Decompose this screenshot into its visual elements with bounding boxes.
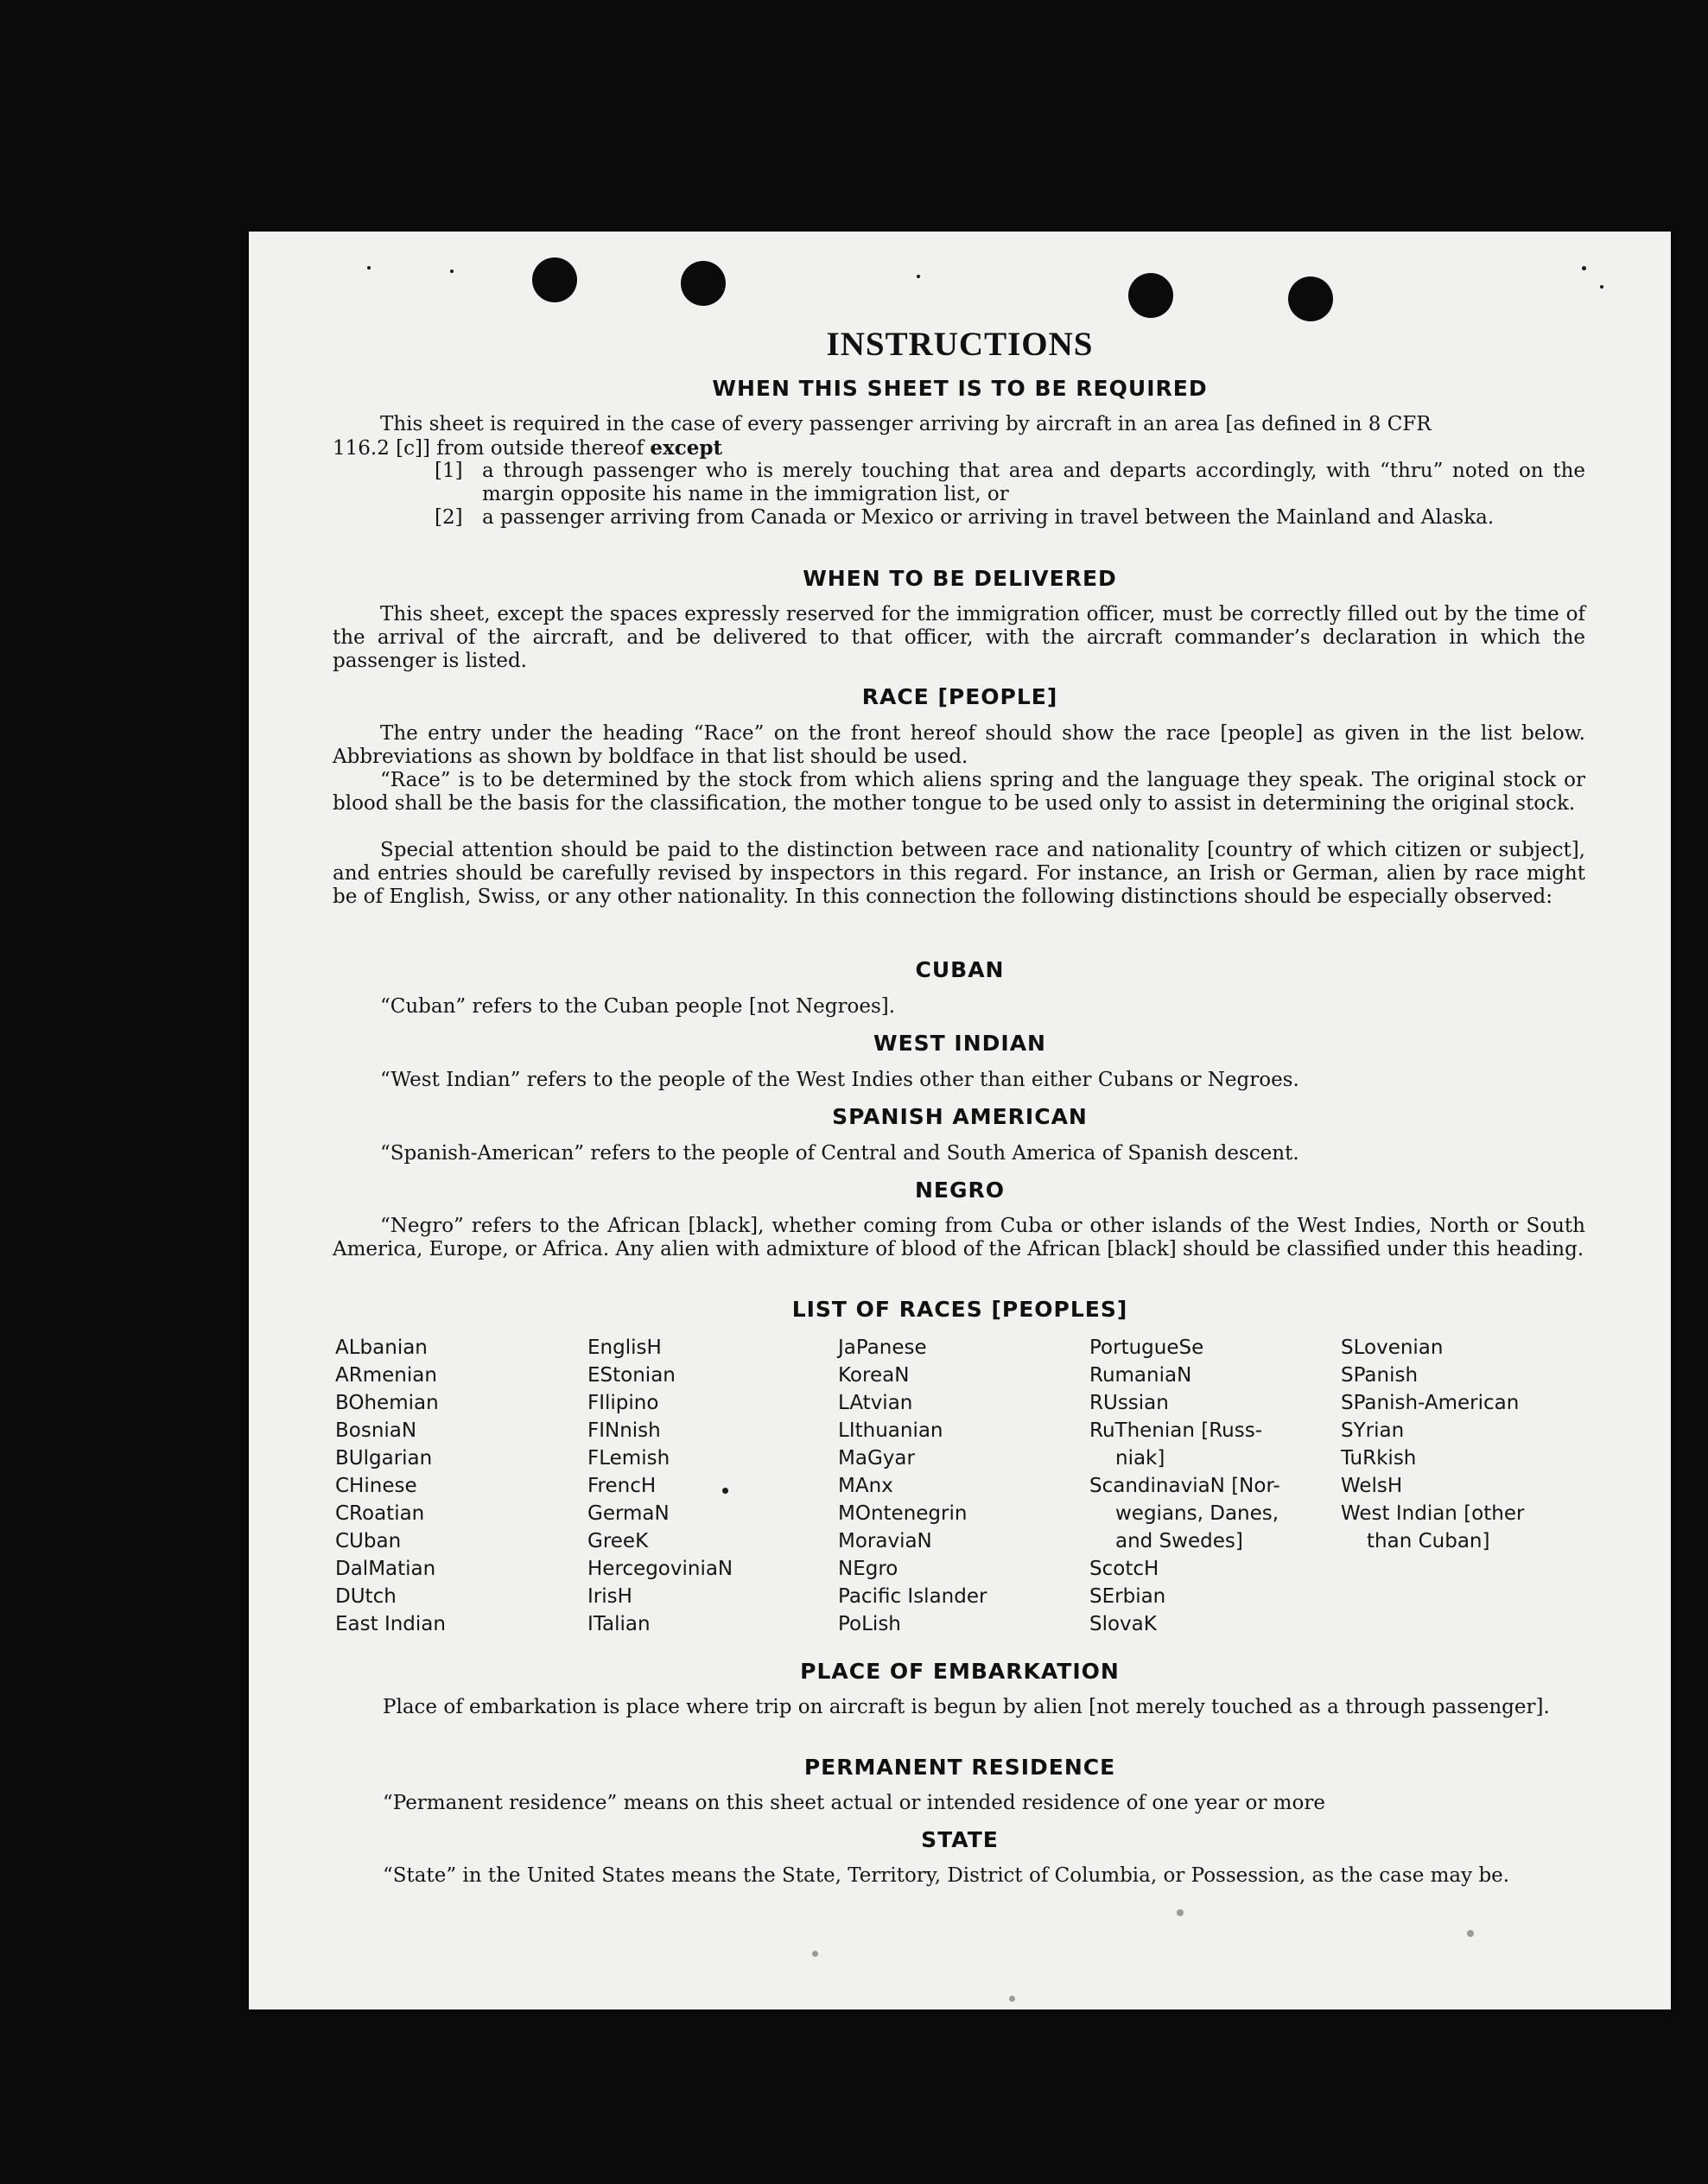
heading-negro: NEGRO bbox=[914, 1178, 1006, 1203]
race-list-item: PoLish bbox=[838, 1613, 901, 1635]
race-list-item: WelsH bbox=[1341, 1475, 1403, 1497]
race-list-item: DalMatian bbox=[335, 1558, 436, 1580]
ink-speck bbox=[1600, 285, 1603, 289]
race-paragraph-2: “Race” is to be determined by the stock from which aliens spring and the language they speak. The original stock or blood shall be the basis for the classification, the mother tongue to be used only to assist in determining the original stock. bbox=[333, 769, 1585, 815]
exception-1 bbox=[436, 460, 1585, 506]
race-list-item: JaPanese bbox=[838, 1336, 927, 1359]
punch-hole bbox=[1128, 273, 1173, 318]
when-delivered-text: This sheet, except the spaces expressly reserved for the immigration officer, must be correctly filled out by the time of the arrival of the aircraft, and be delivered to that officer, with the aircraft commander’s declaration in which the passenger is listed. bbox=[333, 603, 1585, 672]
race-list-item: MaGyar bbox=[838, 1447, 915, 1470]
heading-when-delivered: WHEN TO BE DELIVERED bbox=[803, 566, 1117, 591]
punch-hole bbox=[681, 261, 726, 306]
race-list-item: SErbian bbox=[1089, 1585, 1166, 1608]
ink-speck bbox=[450, 270, 454, 273]
ink-speck bbox=[1467, 1930, 1474, 1937]
race-list-item: LIthuanian bbox=[838, 1419, 943, 1442]
ink-speck bbox=[917, 275, 920, 278]
race-list-item: LAtvian bbox=[838, 1392, 913, 1414]
race-list-item: East Indian bbox=[335, 1613, 446, 1635]
race-paragraph-1: The entry under the heading “Race” on the front hereof should show the race [people] as given in the list below. Abbreviations as shown by boldface in that list should be used. bbox=[333, 722, 1585, 768]
race-list-item: FIlipino bbox=[587, 1392, 659, 1414]
race-list-item: IrisH bbox=[587, 1585, 632, 1608]
heading-spanish-american: SPANISH AMERICAN bbox=[832, 1104, 1088, 1129]
race-list-item: FLemish bbox=[587, 1447, 670, 1470]
west-indian-text: “West Indian” refers to the people of the West Indies other than either Cubans or Negroes. bbox=[380, 1069, 1299, 1091]
race-list-item: RuThenian [Russ- bbox=[1089, 1419, 1263, 1442]
race-list-item: niak] bbox=[1115, 1447, 1165, 1470]
race-list-item: NEgro bbox=[838, 1558, 898, 1580]
exception-2-text: a passenger arriving from Canada or Mexico or arriving in travel between the Mainland and Alaska. bbox=[482, 506, 1495, 529]
permanent-residence-text: “Permanent residence” means on this sheet actual or intended residence of one year or more bbox=[383, 1792, 1325, 1814]
race-list-item: FrencH bbox=[587, 1475, 657, 1497]
race-column-2 bbox=[587, 1334, 733, 1638]
race-list-item: than Cuban] bbox=[1367, 1530, 1490, 1552]
instruction-sheet bbox=[249, 232, 1671, 2009]
exception-1-text: a through passenger who is merely touching that area and departs accordingly, with “thru” noted on the margin opposite his name in the immigration list, or bbox=[482, 460, 1585, 505]
page-title: INSTRUCTIONS bbox=[826, 326, 1094, 363]
race-list-item: MoraviaN bbox=[838, 1530, 932, 1552]
ink-speck bbox=[1582, 266, 1586, 270]
when-required-line2-text: 116.2 [c]] from outside thereof bbox=[333, 437, 644, 460]
race-list-item: TuRkish bbox=[1341, 1447, 1417, 1470]
cuban-text: “Cuban” refers to the Cuban people [not Negroes]. bbox=[380, 995, 896, 1018]
punch-hole bbox=[1288, 276, 1333, 321]
race-list-item: GreeK bbox=[587, 1530, 649, 1552]
race-list-item: GermaN bbox=[587, 1502, 670, 1525]
heading-embarkation: PLACE OF EMBARKATION bbox=[800, 1659, 1120, 1684]
ink-speck bbox=[1177, 1909, 1184, 1916]
when-required-line1: This sheet is required in the case of every passenger arriving by aircraft in an area [as defined in 8 CFR bbox=[380, 413, 1432, 435]
heading-cuban: CUBAN bbox=[915, 957, 1005, 982]
race-list-item: DUtch bbox=[335, 1585, 397, 1608]
ink-speck bbox=[812, 1951, 818, 1957]
race-list-item: West Indian [other bbox=[1341, 1502, 1525, 1525]
spanish-american-text: “Spanish-American” refers to the people of Central and South America of Spanish descent. bbox=[380, 1142, 1299, 1165]
race-list-item: ALbanian bbox=[335, 1336, 428, 1359]
race-list-item: RumaniaN bbox=[1089, 1364, 1192, 1387]
race-list-item: BUlgarian bbox=[335, 1447, 433, 1470]
race-list-item: SPanish bbox=[1341, 1364, 1419, 1387]
race-column-5 bbox=[1341, 1334, 1524, 1555]
race-list-item: SLovenian bbox=[1341, 1336, 1444, 1359]
when-required-line2 bbox=[333, 436, 722, 460]
state-text: “State” in the United States means the State, Territory, District of Columbia, or Possession, as the case may be. bbox=[383, 1864, 1510, 1887]
race-list-item: EnglisH bbox=[587, 1336, 662, 1359]
race-list-item: ITalian bbox=[587, 1613, 651, 1635]
exception-2 bbox=[436, 506, 1585, 530]
race-list-item: ARmenian bbox=[335, 1364, 437, 1387]
exception-2-number: [2] bbox=[435, 506, 463, 529]
ink-speck bbox=[1009, 1996, 1015, 2002]
race-list-item: Pacific Islander bbox=[838, 1585, 987, 1608]
heading-west-indian: WEST INDIAN bbox=[873, 1031, 1046, 1056]
race-list-item: SPanish-American bbox=[1341, 1392, 1520, 1414]
race-list-item: BosniaN bbox=[335, 1419, 417, 1442]
race-list-item: ScotcH bbox=[1089, 1558, 1159, 1580]
race-list-item: PortugueSe bbox=[1089, 1336, 1204, 1359]
race-list-item: wegians, Danes, bbox=[1115, 1502, 1279, 1525]
negro-text: “Negro” refers to the African [black], whether coming from Cuba or other islands of the West Indies, North or South America, Europe, or Africa. Any alien with admixture of blood of the African [black] should be classified under this heading. bbox=[333, 1215, 1585, 1260]
heading-list-of-races: LIST OF RACES [PEOPLES] bbox=[791, 1297, 1128, 1322]
race-list-item: BOhemian bbox=[335, 1392, 439, 1414]
race-list-item: FINnish bbox=[587, 1419, 661, 1442]
race-list-item: and Swedes] bbox=[1115, 1530, 1243, 1552]
race-list-item: ScandinaviaN [Nor- bbox=[1089, 1475, 1280, 1497]
race-list-item: EStonian bbox=[587, 1364, 676, 1387]
race-list-item: MAnx bbox=[838, 1475, 893, 1497]
race-list-item: SlovaK bbox=[1089, 1613, 1157, 1635]
race-list-item: RUssian bbox=[1089, 1392, 1169, 1414]
punch-hole bbox=[532, 257, 577, 302]
race-column-3 bbox=[838, 1334, 987, 1638]
heading-state: STATE bbox=[921, 1827, 999, 1852]
race-list-item: SYrian bbox=[1341, 1419, 1405, 1442]
race-list-item: KoreaN bbox=[838, 1364, 910, 1387]
exception-1-number: [1] bbox=[435, 460, 463, 482]
heading-race: RACE [PEOPLE] bbox=[861, 684, 1058, 709]
heading-permanent-residence: PERMANENT RESIDENCE bbox=[803, 1755, 1116, 1780]
race-list-item: HercegoviniaN bbox=[587, 1558, 733, 1580]
race-list-item: CRoatian bbox=[335, 1502, 425, 1525]
race-list-item: CHinese bbox=[335, 1475, 417, 1497]
except-word: except bbox=[650, 436, 723, 460]
race-list-item: CUban bbox=[335, 1530, 402, 1552]
embarkation-text: Place of embarkation is place where trip on aircraft is begun by alien [not merely touched as a through passenger]. bbox=[383, 1696, 1550, 1718]
race-paragraph-3: Special attention should be paid to the distinction between race and nationality [country of which citizen or subject], and entries should be carefully revised by inspectors in this regard. For instance, an Irish or German, alien by race might be of English, Swiss, or any other nationality. In this connection the following distinctions should be especially observed: bbox=[333, 839, 1585, 908]
race-list-item: MOntenegrin bbox=[838, 1502, 968, 1525]
ink-speck bbox=[367, 266, 371, 270]
race-column-4 bbox=[1089, 1334, 1280, 1638]
race-column-1 bbox=[335, 1334, 446, 1638]
heading-when-required: WHEN THIS SHEET IS TO BE REQUIRED bbox=[712, 376, 1208, 401]
